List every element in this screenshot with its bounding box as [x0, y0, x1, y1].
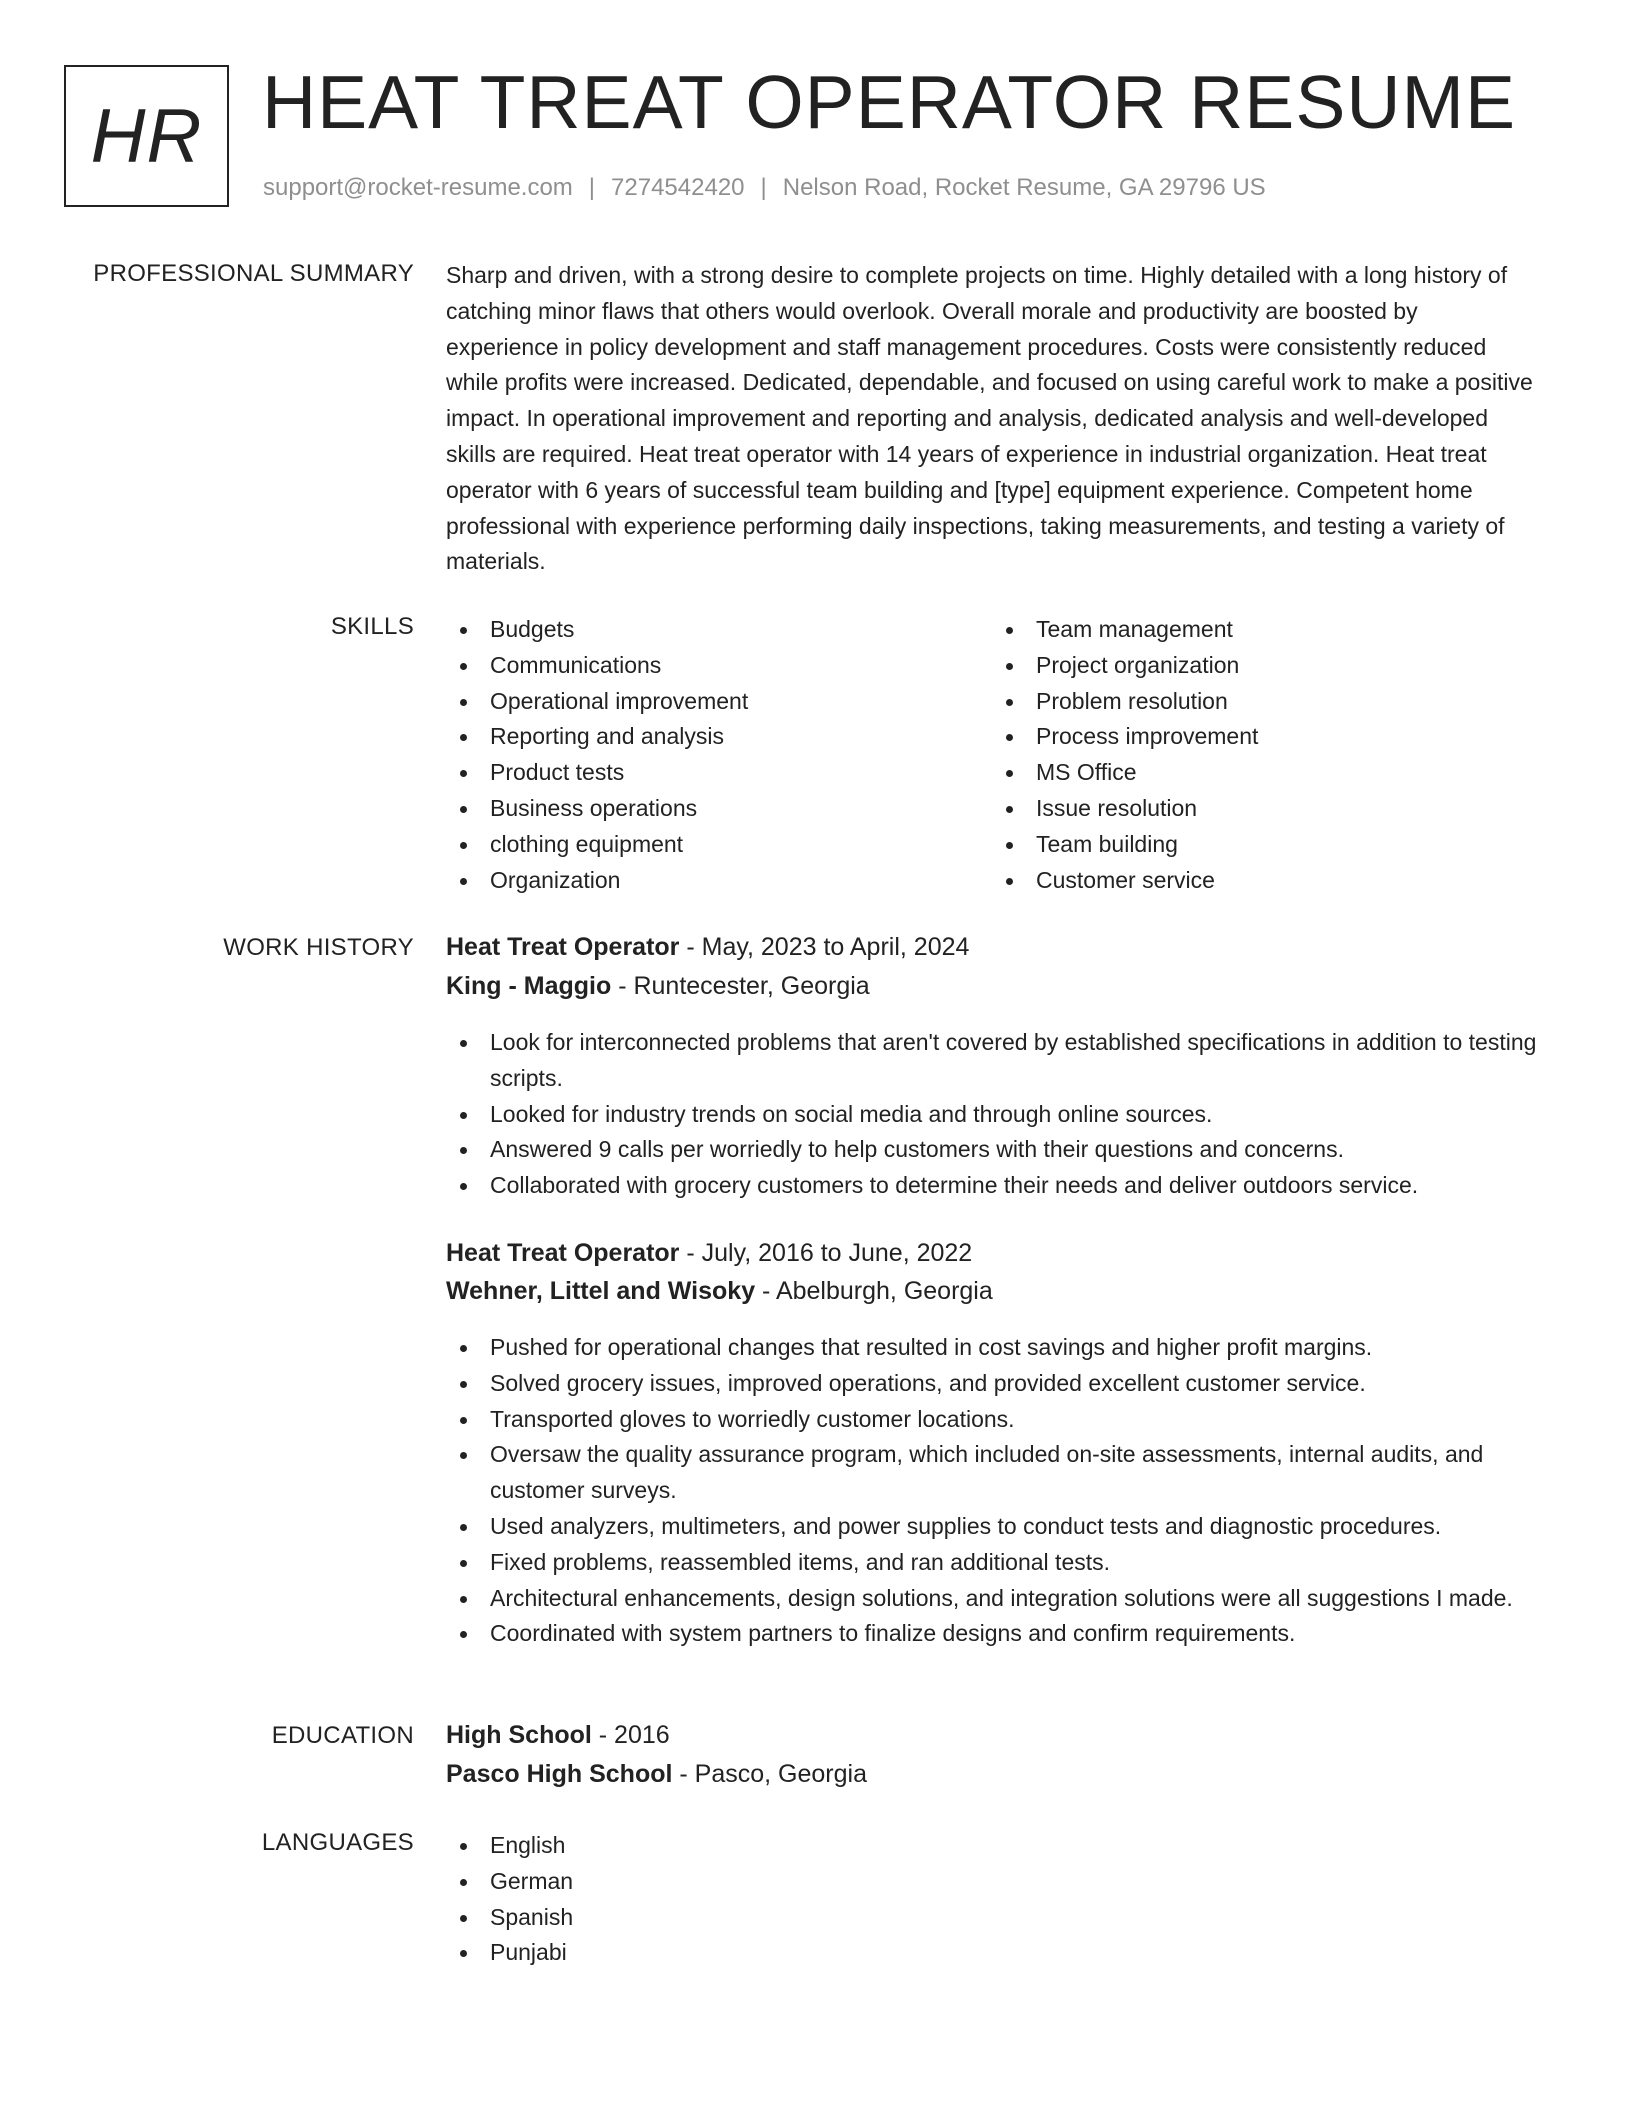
job-bullets	[446, 1330, 1566, 1652]
skill-item: Reporting and analysis	[446, 719, 966, 755]
education-school-line	[446, 1757, 867, 1791]
resume-title: HEAT TREAT OPERATOR RESUME	[262, 60, 1517, 144]
languages-list	[446, 1828, 1566, 1971]
monogram-logo	[64, 65, 229, 207]
job-bullet: Transported gloves to worriedly customer locations.	[446, 1402, 1566, 1438]
job-title: Heat Treat Operator	[446, 933, 680, 961]
contact-address: Nelson Road, Rocket Resume, GA 29796 US	[782, 174, 1266, 201]
contact-email[interactable]: support@rocket-resume.com	[263, 174, 573, 201]
job-bullet: Used analyzers, multimeters, and power supplies to conduct tests and diagnostic procedures.	[446, 1509, 1566, 1545]
education-degree-line	[446, 1718, 670, 1752]
job-title-line	[446, 930, 969, 964]
job-location: - Abelburgh, Georgia	[755, 1277, 993, 1305]
job-title: Heat Treat Operator	[446, 1239, 680, 1267]
job-company-line	[446, 969, 870, 1003]
job-bullet: Oversaw the quality assurance program, which included on-site assessments, internal audits, and customer surveys.	[446, 1437, 1566, 1509]
monogram-initials: HR	[90, 93, 203, 179]
job-bullet: Coordinated with system partners to finalize designs and confirm requirements.	[446, 1616, 1566, 1652]
language-item: English	[446, 1828, 1566, 1864]
job-bullets	[446, 1025, 1566, 1204]
skill-item: Team management	[992, 612, 1512, 648]
section-label-education: EDUCATION	[271, 1722, 414, 1749]
skill-item: Communications	[446, 648, 966, 684]
skill-item: Project organization	[992, 648, 1512, 684]
contact-phone[interactable]: 7274542420	[611, 174, 745, 201]
contact-separator: |	[588, 174, 596, 201]
skill-item: clothing equipment	[446, 827, 966, 863]
skill-item: Process improvement	[992, 719, 1512, 755]
job-title-line	[446, 1236, 972, 1270]
job-company-line	[446, 1274, 993, 1308]
section-label-skills: SKILLS	[330, 613, 414, 640]
job-dates: - May, 2023 to April, 2024	[679, 933, 970, 961]
job-company: King - Maggio	[446, 972, 612, 1000]
skill-item: Issue resolution	[992, 791, 1512, 827]
job-bullet: Answered 9 calls per worriedly to help customers with their questions and concerns.	[446, 1132, 1566, 1168]
education-degree: High School	[446, 1721, 592, 1749]
job-dates: - July, 2016 to June, 2022	[679, 1239, 973, 1267]
job-company: Wehner, Littel and Wisoky	[446, 1277, 756, 1305]
section-label-languages: LANGUAGES	[261, 1829, 414, 1856]
language-item: Spanish	[446, 1900, 1566, 1936]
skill-item: Organization	[446, 863, 966, 899]
contact-line	[263, 174, 1266, 202]
skill-item: MS Office	[992, 755, 1512, 791]
job-location: - Runtecester, Georgia	[611, 972, 870, 1000]
education-year: - 2016	[591, 1721, 670, 1749]
education-location: - Pasco, Georgia	[672, 1760, 867, 1788]
summary-text: Sharp and driven, with a strong desire to complete projects on time. Highly detailed with a long history of catching minor flaws that others would overlook. Overall morale and productivity are boosted by experience in policy development and staff management procedures. Costs were consistently reduced while profits were increased. Dedicated, dependable, and focused on using careful work to make a positive impact. In operational improvement and reporting and analysis, dedicated analysis and well-developed skills are required. Heat treat operator with 14 years of experience in industrial organization. Heat treat operator with 6 years of successful team building and [type] equipment experience. Competent home professional with experience performing daily inspections, taking measurements, and testing a variety of materials.	[446, 262, 1533, 575]
job-bullet: Collaborated with grocery customers to determine their needs and deliver outdoors service.	[446, 1168, 1566, 1204]
contact-separator: |	[760, 174, 767, 201]
section-label-summary: PROFESSIONAL SUMMARY	[93, 260, 414, 287]
skills-column-right	[992, 612, 1512, 898]
section-label-work-history: WORK HISTORY	[223, 934, 414, 961]
skill-item: Customer service	[992, 863, 1512, 899]
job-bullet: Solved grocery issues, improved operations, and provided excellent customer service.	[446, 1366, 1566, 1402]
skill-item: Operational improvement	[446, 684, 966, 720]
skill-item: Product tests	[446, 755, 966, 791]
skill-item: Business operations	[446, 791, 966, 827]
skills-column-left	[446, 612, 966, 898]
skill-item: Problem resolution	[992, 684, 1512, 720]
job-bullet: Architectural enhancements, design solutions, and integration solutions were all suggestions I made.	[446, 1581, 1566, 1617]
language-item: Punjabi	[446, 1935, 1566, 1971]
job-bullet: Fixed problems, reassembled items, and ran additional tests.	[446, 1545, 1566, 1581]
language-item: German	[446, 1864, 1566, 1900]
job-bullet: Looked for industry trends on social media and through online sources.	[446, 1097, 1566, 1133]
education-school: Pasco High School	[446, 1760, 673, 1788]
skill-item: Team building	[992, 827, 1512, 863]
job-bullet: Look for interconnected problems that aren't covered by established specifications in addition to testing scripts.	[446, 1025, 1566, 1097]
skill-item: Budgets	[446, 612, 966, 648]
job-bullet: Pushed for operational changes that resulted in cost savings and higher profit margins.	[446, 1330, 1566, 1366]
